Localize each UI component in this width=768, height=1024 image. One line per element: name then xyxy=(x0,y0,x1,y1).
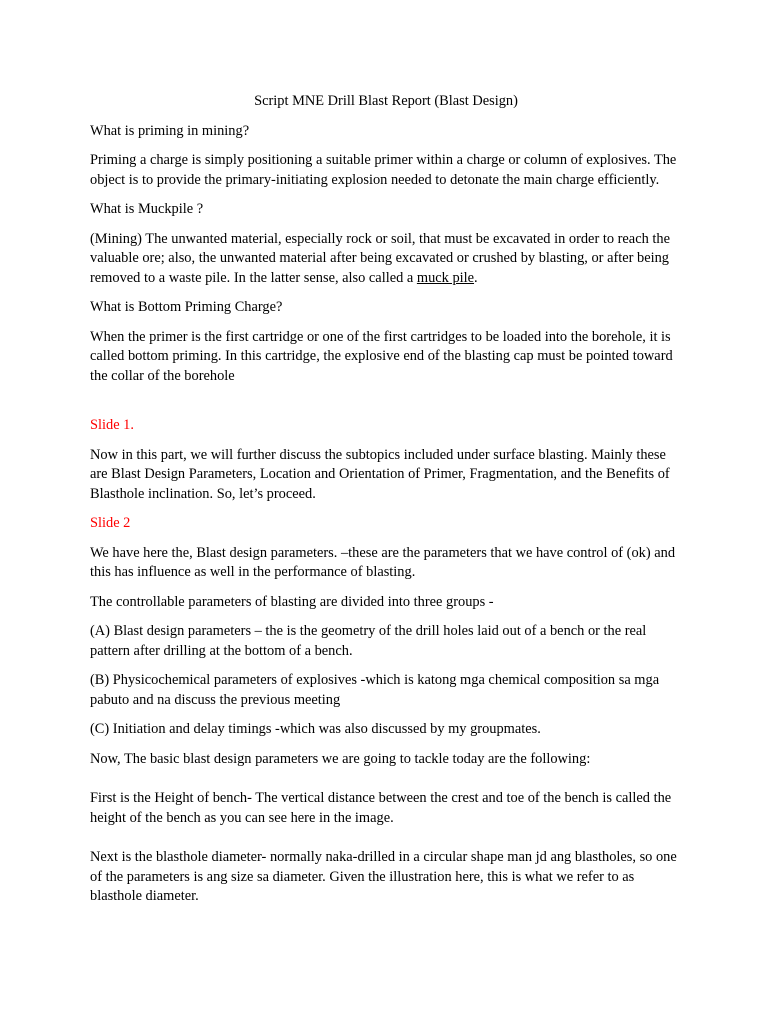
paragraph-group-c: (C) Initiation and delay timings -which was also discussed by my groupmates. xyxy=(90,721,541,737)
paragraph-controllable-parameters: The controllable parameters of blasting are divided into three groups - xyxy=(90,593,494,610)
document-title: Script MNE Drill Blast Report (Blast Design) xyxy=(254,93,518,109)
paragraph-group-b: (B) Physicochemical parameters of explosives -which is katong mga chemical composition sa mga pabuto and na discuss the previous meeting xyxy=(90,672,660,708)
paragraph-group-a: (A) Blast design parameters – the is the geometry of the drill holes laid out of a bench or the real pattern after drilling at the bottom of a bench. xyxy=(90,623,647,659)
slide-1-text: Now in this part, we will further discuss the subtopics included under surface blasting. Mainly these are Blast Design Parameters, Location and Orientation of Primer, Fragmentation, and the Benefits of Blasthole inclination. So, let’s proceed. xyxy=(90,446,670,502)
answer-muckpile-end: . xyxy=(474,269,478,286)
spacer xyxy=(90,396,682,416)
question-priming: What is priming in mining? xyxy=(90,122,250,139)
answer-muckpile xyxy=(90,230,682,289)
paragraph-blast-design: We have here the, Blast design parameters. –these are the parameters that we have control of (ok) and this has influence as well in the performance of blasting. xyxy=(90,544,676,580)
paragraph-blasthole-diameter: Next is the blasthole diameter- normally naka-drilled in a circular shape man jd ang blastholes, so one of the parameters is ang size sa diameter. Given the illustration here, this is what we refer to as blasthole diameter. xyxy=(90,849,677,904)
answer-muckpile-text: (Mining) The unwanted material, especially rock or soil, that must be excavated in order to reach the valuable ore; also, the unwanted material after being excavated or crushed by blasting, or after being removed to a waste pile. In the latter sense, also called a xyxy=(90,230,670,286)
document-page xyxy=(90,92,682,917)
answer-priming: Priming a charge is simply positioning a suitable primer within a charge or column of explosives. The object is to provide the primary-initiating explosion needed to detonate the main charge efficiently. xyxy=(90,152,677,188)
slide-2-label: Slide 2 xyxy=(90,515,131,531)
question-muckpile: What is Muckpile ? xyxy=(90,201,204,217)
answer-bottom-priming: When the primer is the first cartridge or one of the first cartridges to be loaded into the borehole, it is called bottom priming. In this cartridge, the explosive end of the blasting cap must be pointed toward the collar of the borehole xyxy=(90,328,673,384)
slide-1-label: Slide 1. xyxy=(90,417,134,433)
muck-pile-link[interactable]: muck pile xyxy=(416,269,475,286)
spacer xyxy=(90,779,682,789)
paragraph-height-of-bench: First is the Height of bench- The vertical distance between the crest and toe of the bench is called the height of the bench as you can see here in the image. xyxy=(90,790,672,826)
question-bottom-priming: What is Bottom Priming Charge? xyxy=(90,299,283,315)
paragraph-basic-parameters: Now, The basic blast design parameters we are going to tackle today are the following: xyxy=(90,750,591,767)
spacer xyxy=(90,838,682,848)
